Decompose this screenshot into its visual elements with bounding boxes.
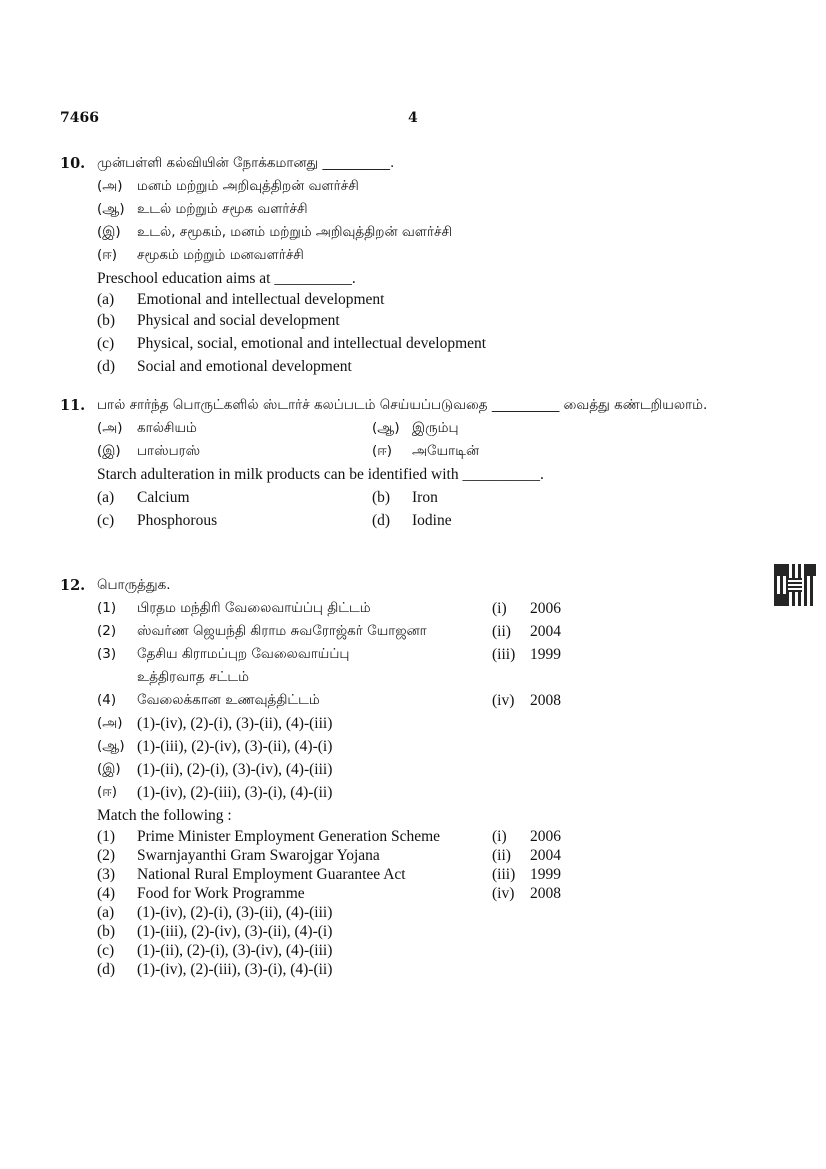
option-text: Iodine [412, 512, 452, 529]
option-label: (c) [97, 942, 115, 959]
english-stem: Preschool education aims at __________. [97, 270, 356, 287]
option-text: (1)-(ii), (2)-(i), (3)-(iv), (4)-(iii) [137, 942, 333, 959]
match-roman: (iii) [492, 646, 516, 663]
option-label: (d) [97, 358, 116, 375]
tamil-stem: முன்பள்ளி கல்வியின் நோக்கமானது __________. [97, 155, 395, 171]
match-roman: (iii) [492, 866, 516, 883]
match-row [97, 597, 750, 620]
match-text: பிரதம மந்திரி வேலைவாய்ப்பு திட்டம் [137, 600, 371, 616]
match-roman: (iv) [492, 885, 515, 902]
option-text: (1)-(iii), (2)-(iv), (3)-(ii), (4)-(i) [137, 923, 333, 940]
match-row [97, 846, 750, 865]
match-roman: (ii) [492, 847, 511, 864]
option-label: (b) [372, 489, 391, 506]
question-number: 12. [60, 577, 86, 594]
tamil-stem: பொருத்துக. [97, 577, 171, 593]
match-row [97, 689, 750, 712]
match-year: 2004 [530, 847, 561, 864]
option-text: மனம் மற்றும் அறிவுத்திறன் வளர்ச்சி [137, 178, 359, 194]
match-index: (2) [97, 623, 117, 639]
option-label: (இ) [97, 443, 121, 459]
match-index: (2) [97, 847, 116, 864]
option-label: (c) [97, 512, 115, 529]
match-year: 2006 [530, 828, 561, 845]
question-number: 11. [60, 397, 86, 414]
option-text: சமூகம் மற்றும் மனவளர்ச்சி [137, 247, 304, 263]
match-year: 2004 [530, 623, 561, 640]
match-year: 1999 [530, 866, 561, 883]
match-index: (3) [97, 646, 117, 662]
tamil-stem: பால் சார்ந்த பொருட்களில் ஸ்டார்ச் கலப்படம் செய்யப்படுவதை __________ வைத்து கண்டறியலாம். [97, 397, 708, 413]
question-12 [60, 574, 750, 979]
option-text: (1)-(iv), (2)-(iii), (3)-(i), (4)-(ii) [137, 784, 333, 801]
match-row [97, 884, 750, 903]
match-year: 2008 [530, 885, 561, 902]
option-label: (ஈ) [97, 784, 118, 800]
option-text: பாஸ்பரஸ் [137, 443, 201, 459]
option-text: உடல், சமூகம், மனம் மற்றும் அறிவுத்திறன் வளர்ச்சி [137, 224, 453, 240]
question-10 [60, 152, 750, 378]
match-roman: (i) [492, 600, 507, 617]
match-row [97, 643, 750, 689]
option-text: (1)-(ii), (2)-(i), (3)-(iv), (4)-(iii) [137, 761, 333, 778]
match-text: National Rural Employment Guarantee Act [137, 866, 406, 883]
option-text: Physical and social development [137, 312, 340, 329]
question-11 [60, 394, 750, 532]
option-text: Emotional and intellectual development [137, 291, 385, 308]
option-label: (b) [97, 312, 116, 329]
match-year: 2008 [530, 692, 561, 709]
option-label: (b) [97, 923, 116, 940]
page-number: 4 [408, 110, 418, 126]
match-index: (4) [97, 692, 117, 708]
option-label: (இ) [97, 761, 121, 777]
option-label: (ஆ) [97, 201, 125, 217]
match-index: (1) [97, 600, 117, 616]
match-text: Swarnjayanthi Gram Swarojgar Yojana [137, 847, 380, 864]
option-text: இரும்பு [412, 420, 459, 436]
option-label: (a) [97, 904, 115, 921]
match-text: வேலைக்கான உணவுத்திட்டம் [137, 692, 320, 708]
question-paper-code: 7466 [60, 110, 99, 126]
match-row [97, 865, 750, 884]
option-text: (1)-(iii), (2)-(iv), (3)-(ii), (4)-(i) [137, 738, 333, 755]
match-roman: (ii) [492, 623, 511, 640]
option-text: Physical, social, emotional and intellectual development [137, 335, 487, 352]
option-label: (a) [97, 489, 115, 506]
qr-code-icon [774, 564, 816, 606]
match-index: (1) [97, 828, 116, 845]
option-label: (c) [97, 335, 115, 352]
option-text: Phosphorous [137, 512, 218, 529]
option-label: (a) [97, 291, 115, 308]
match-index: (4) [97, 885, 116, 902]
option-text: Social and emotional development [137, 358, 352, 375]
option-label: (ஆ) [97, 738, 125, 754]
question-number: 10. [60, 155, 86, 172]
option-label: (d) [97, 961, 116, 978]
option-text: (1)-(iv), (2)-(iii), (3)-(i), (4)-(ii) [137, 961, 333, 978]
option-label: (அ) [97, 715, 123, 731]
match-text: ஸ்வர்ண ஜெயந்தி கிராம சுவரோஜ்கர் யோஜனா [137, 623, 427, 639]
match-year: 1999 [530, 646, 561, 663]
option-label: (ஆ) [372, 420, 400, 436]
match-year: 2006 [530, 600, 561, 617]
english-stem: Starch adulteration in milk products can be identified with __________. [97, 466, 544, 483]
match-row [97, 620, 750, 643]
option-text: கால்சியம் [137, 420, 197, 436]
option-text: (1)-(iv), (2)-(i), (3)-(ii), (4)-(iii) [137, 715, 333, 732]
option-label: (d) [372, 512, 391, 529]
option-text: Calcium [137, 489, 190, 506]
option-text: அயோடின் [412, 443, 480, 459]
match-roman: (i) [492, 828, 507, 845]
match-index: (3) [97, 866, 116, 883]
option-text: Iron [412, 489, 438, 506]
match-row [97, 827, 750, 846]
option-label: (ஈ) [97, 247, 118, 263]
english-stem: Match the following : [97, 807, 232, 824]
option-label: (அ) [97, 178, 123, 194]
match-roman: (iv) [492, 692, 515, 709]
option-label: (ஈ) [372, 443, 393, 459]
option-label: (இ) [97, 224, 121, 240]
option-label: (அ) [97, 420, 123, 436]
match-text: தேசிய கிராமப்புற வேலைவாய்ப்பு உத்திரவாத சட்டம் [137, 646, 350, 685]
option-text: (1)-(iv), (2)-(i), (3)-(ii), (4)-(iii) [137, 904, 333, 921]
option-text: உடல் மற்றும் சமூக வளர்ச்சி [137, 201, 308, 217]
match-text: Food for Work Programme [137, 885, 305, 902]
match-text: Prime Minister Employment Generation Scheme [137, 828, 441, 845]
